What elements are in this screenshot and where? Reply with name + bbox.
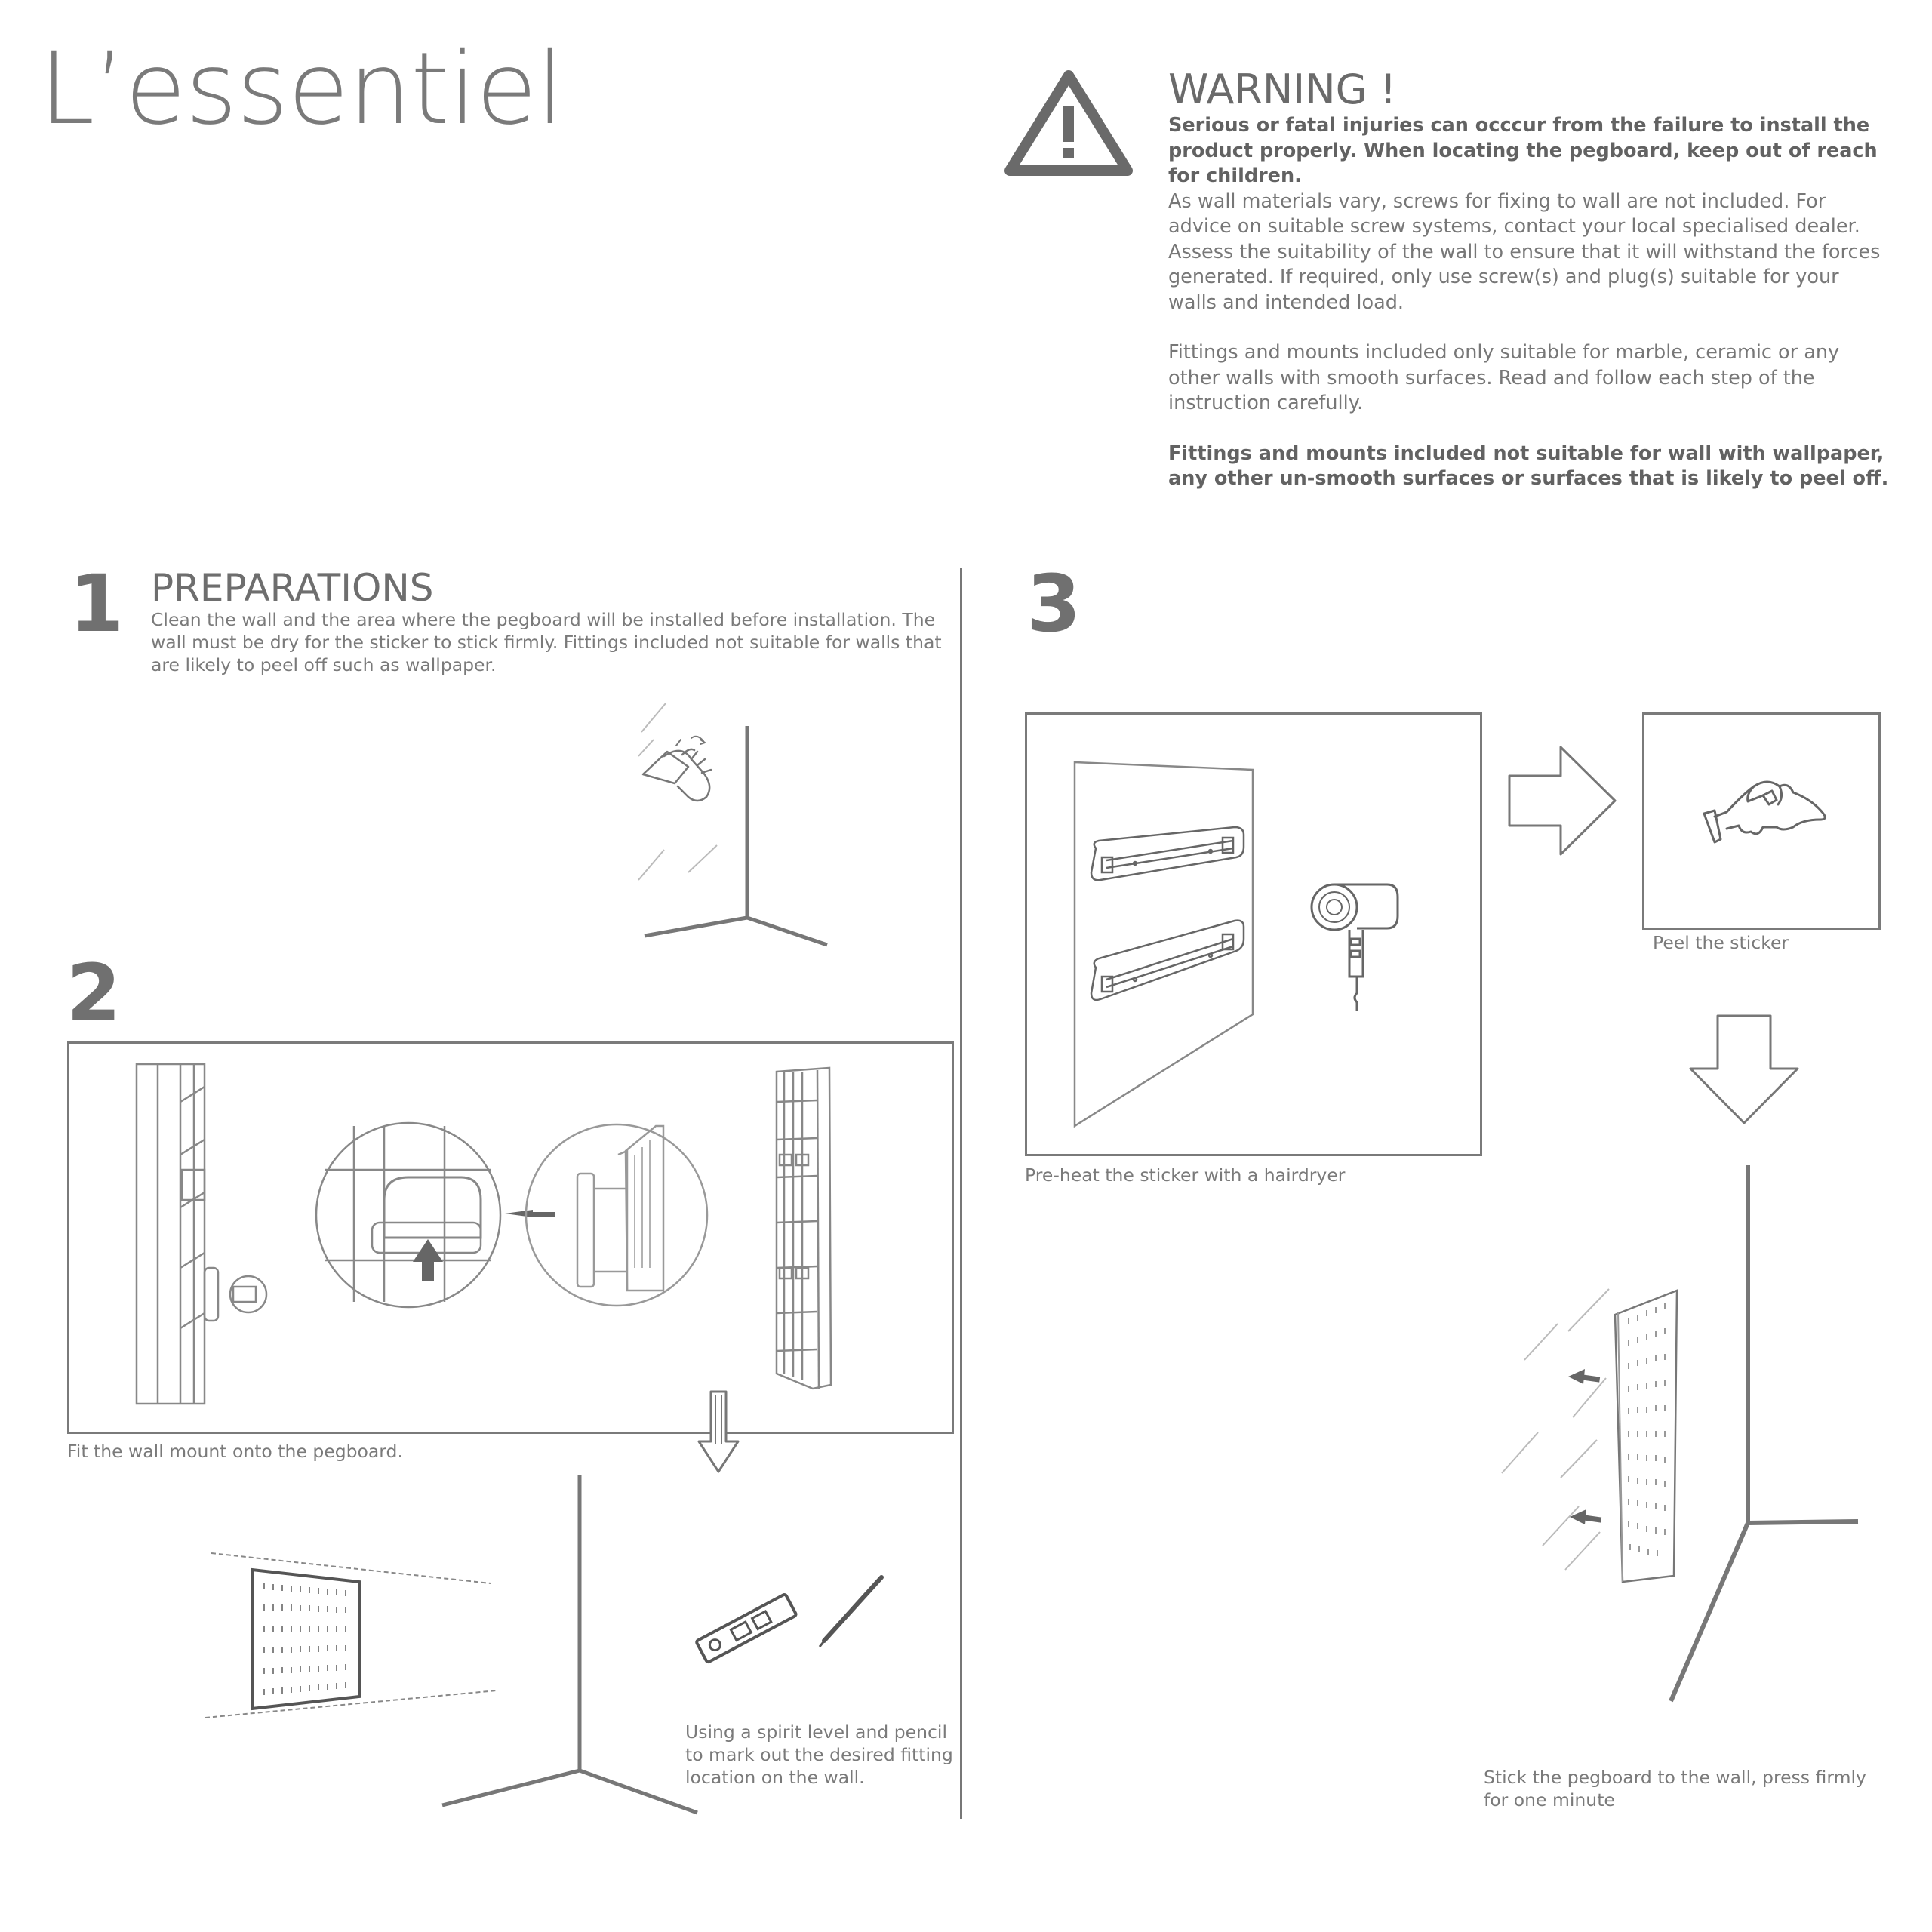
sticker-mount-lower (1091, 921, 1244, 1000)
hairdryer-icon (1312, 884, 1398, 1011)
caption-fit-mount: Fit the wall mount onto the pegboard. (67, 1441, 403, 1462)
push-arrow-upper-icon (1568, 1369, 1600, 1384)
sticker-mount-upper (1091, 827, 1244, 880)
preheat-illustration (1025, 712, 1482, 1156)
step-1-number: 1 (69, 558, 125, 650)
step-3-number: 3 (1026, 558, 1081, 650)
step-1-title: PREPARATIONS (151, 566, 434, 610)
pegboard-side-icon (1615, 1291, 1677, 1582)
column-divider (960, 568, 962, 1819)
hand-cloth-icon (643, 737, 711, 801)
warning-body (1168, 113, 1893, 517)
caption-preheat: Pre-heat the sticker with a hairdryer (1025, 1164, 1346, 1186)
fit-mount-illustration (67, 1041, 954, 1434)
step-1-description: Clean the wall and the area where the pegboard will be installed before installation. The wall must be dry for the sticker to stick firmly. Fittings included not suitable for walls that are likely to peel off such as wallpaper. (151, 609, 942, 675)
down-arrow-icon (694, 1389, 743, 1476)
step-2-number: 2 (66, 947, 122, 1039)
cleaning-wall-illustration (619, 694, 845, 951)
warning-triangle-icon (1004, 69, 1134, 177)
caption-mark-location: Using a spirit level and pencil to mark out the desired fitting location on the wall. (685, 1721, 953, 1788)
warning-bold-outro: Fittings and mounts included not suitable for wall with wallpaper, any other un-smooth surfaces or surfaces that is likely to peel off. (1168, 441, 1889, 490)
peel-sticker-hand-icon (1642, 712, 1881, 930)
pencil-icon (820, 1577, 881, 1647)
warning-bold-intro: Serious or fatal injuries can occcur from the failure to install the product properly. When locating the pegboard, keep out of reach for children. (1168, 114, 1878, 187)
stick-pegboard-illustration (1479, 1162, 1872, 1706)
arrow-left-icon (505, 1210, 533, 1217)
zoom-circle-left (316, 1123, 500, 1307)
caption-peel: Peel the sticker (1653, 932, 1789, 953)
spirit-level-icon (696, 1594, 796, 1663)
pegboard-back-view (777, 1068, 831, 1389)
brand-logo: L’essentiel (39, 31, 564, 147)
caption-stick: Stick the pegboard to the wall, press firmly for one minute (1484, 1767, 1866, 1810)
right-arrow-icon (1506, 744, 1620, 857)
warning-title: WARNING ! (1168, 66, 1397, 113)
down-block-arrow-icon (1687, 1013, 1802, 1128)
warning-paragraph-2: Fittings and mounts included only suitable for marble, ceramic or any other walls with smooth surfaces. Read and follow each step of the instruction carefully. (1168, 341, 1840, 414)
warning-paragraph-1: As wall materials vary, screws for fixing to wall are not included. For advice on suitable screw systems, contact your local specialised dealer. Assess the suitability of the wall to ensure that it will withstand the forces generated. If required, only use screw(s) and plug(s) suitable for your walls and intended load. (1168, 189, 1881, 314)
pegboard-on-wall-icon (252, 1570, 359, 1709)
